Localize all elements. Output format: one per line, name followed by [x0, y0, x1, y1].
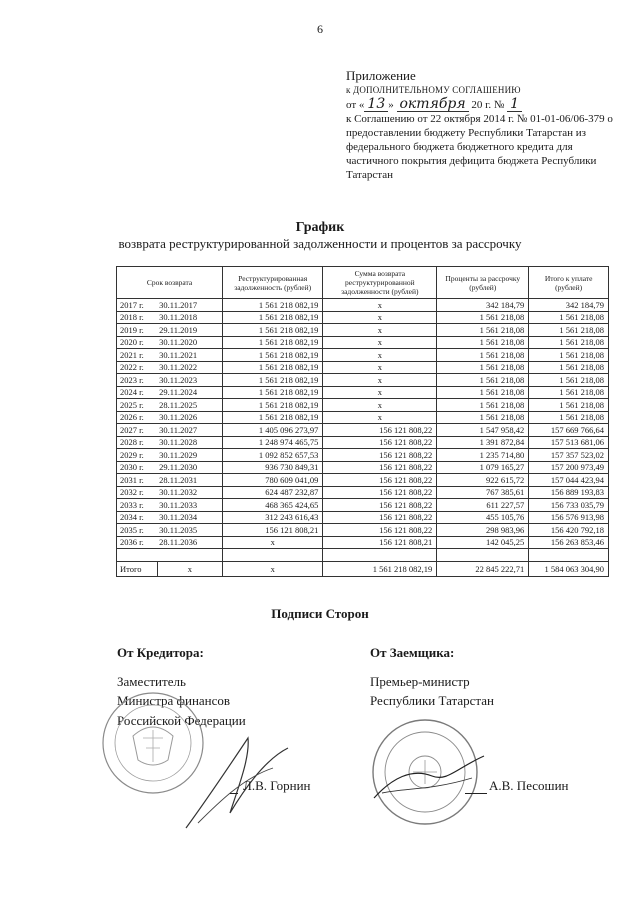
cell-total: 1 561 218,08 [529, 336, 609, 349]
cell-debt: 1 561 218 082,19 [223, 399, 323, 412]
borrower-name: А.В. Песошин [489, 778, 569, 793]
cell-year: 2017 г. [117, 299, 158, 312]
appendix-block [346, 68, 616, 182]
cell-repay: x [323, 336, 437, 349]
creditor-heading: От Кредитора: [117, 645, 204, 660]
cell-interest: 767 385,61 [437, 486, 529, 499]
cell-interest: 342 184,79 [437, 299, 529, 312]
table-row [117, 536, 609, 549]
cell-total: 1 561 218,08 [529, 411, 609, 424]
cell-year: 2034 г. [117, 511, 158, 524]
date-mid: » [388, 99, 394, 111]
cell-debt: 1 248 974 465,75 [223, 436, 323, 449]
cell-year: 2021 г. [117, 349, 158, 362]
table-row [117, 486, 609, 499]
cell-total: 1 561 218,08 [529, 361, 609, 374]
cell-date: 30.11.2028 [157, 436, 222, 449]
table-row [117, 449, 609, 462]
creditor-position-1: Заместитель [117, 674, 186, 689]
cell-interest: 298 983,96 [437, 524, 529, 537]
table-row [117, 474, 609, 487]
table-row [117, 299, 609, 312]
cell-debt: 1 405 096 273,97 [223, 424, 323, 437]
cell-year: 2018 г. [117, 311, 158, 324]
cell-total: 157 200 973,49 [529, 461, 609, 474]
cell-date: 30.11.2022 [157, 361, 222, 374]
cell-total: 156 889 193,83 [529, 486, 609, 499]
creditor-signature-line [230, 793, 238, 794]
schedule-title: График [295, 220, 345, 235]
cell-debt: 312 243 616,43 [223, 511, 323, 524]
table-row [117, 511, 609, 524]
total-cell-total: 1 584 063 304,90 [529, 562, 609, 577]
schedule-table [116, 266, 609, 577]
cell-interest: 1 547 958,42 [437, 424, 529, 437]
cell-date: 30.11.2020 [157, 336, 222, 349]
handwritten-month: октября [397, 97, 469, 112]
cell-date: 30.11.2034 [157, 511, 222, 524]
cell-repay: 156 121 808,22 [323, 449, 437, 462]
cell-year: 2019 г. [117, 324, 158, 337]
cell-total: 1 561 218,08 [529, 386, 609, 399]
cell-interest: 1 561 218,08 [437, 386, 529, 399]
table-row [117, 361, 609, 374]
cell-repay: x [323, 324, 437, 337]
handwritten-number: 1 [507, 97, 522, 112]
cell-repay: 156 121 808,22 [323, 424, 437, 437]
appendix-date-line [346, 97, 616, 112]
table-row [117, 336, 609, 349]
cell-repay: x [323, 374, 437, 387]
cell-interest: 1 391 872,84 [437, 436, 529, 449]
cell-year: 2036 г. [117, 536, 158, 549]
cell-date: 30.11.2029 [157, 449, 222, 462]
cell-total: 1 561 218,08 [529, 311, 609, 324]
cell-total: 1 561 218,08 [529, 324, 609, 337]
cell-debt: 1 561 218 082,19 [223, 386, 323, 399]
cell-debt: x [223, 536, 323, 549]
table-row [117, 311, 609, 324]
cell-date: 28.11.2031 [157, 474, 222, 487]
table-body [117, 299, 609, 577]
cell-date: 29.11.2030 [157, 461, 222, 474]
cell-total: 157 357 523,02 [529, 449, 609, 462]
cell-debt: 156 121 808,21 [223, 524, 323, 537]
cell-year: 2024 г. [117, 386, 158, 399]
cell-year: 2022 г. [117, 361, 158, 374]
cell-debt: 1 561 218 082,19 [223, 361, 323, 374]
creditor-position-2: Министра финансов [117, 693, 231, 708]
table-row [117, 411, 609, 424]
table-row [117, 349, 609, 362]
cell-total: 156 420 792,18 [529, 524, 609, 537]
cell-interest: 1 235 714,80 [437, 449, 529, 462]
cell-total: 156 576 913,98 [529, 511, 609, 524]
cell-repay: 156 121 808,22 [323, 461, 437, 474]
cell-year: 2023 г. [117, 374, 158, 387]
cell-date: 30.11.2018 [157, 311, 222, 324]
date-prefix: от « [346, 99, 365, 111]
cell-repay: x [323, 349, 437, 362]
table-row [117, 374, 609, 387]
cell-repay: x [323, 399, 437, 412]
cell-date: 30.11.2027 [157, 424, 222, 437]
cell-date: 30.11.2033 [157, 499, 222, 512]
cell-interest: 1 561 218,08 [437, 324, 529, 337]
cell-debt: 1 561 218 082,19 [223, 324, 323, 337]
table-row [117, 461, 609, 474]
cell-total: 342 184,79 [529, 299, 609, 312]
table-header-row [117, 267, 609, 299]
schedule-subtitle: возврата реструктурированной задолженности и процентов за рассрочку [118, 236, 522, 251]
cell-year: 2029 г. [117, 449, 158, 462]
cell-year: 2027 г. [117, 424, 158, 437]
cell-date: 28.11.2036 [157, 536, 222, 549]
cell-date: 29.11.2019 [157, 324, 222, 337]
cell-debt: 1 561 218 082,19 [223, 299, 323, 312]
cell-debt: 1 561 218 082,19 [223, 349, 323, 362]
cell-total: 1 561 218,08 [529, 374, 609, 387]
cell-year: 2030 г. [117, 461, 158, 474]
handwritten-day: 13 [364, 97, 388, 112]
borrower-signature-line [465, 793, 487, 794]
total-cell-label: Итого [117, 562, 158, 577]
header-debt: Реструктурированная задолженность (рублей) [223, 267, 323, 299]
cell-repay: x [323, 299, 437, 312]
cell-date: 30.11.2023 [157, 374, 222, 387]
borrower-position-2: Республики Татарстан [370, 693, 494, 708]
cell-debt: 1 561 218 082,19 [223, 374, 323, 387]
creditor-name: Л.В. Горнин [243, 778, 311, 793]
cell-total: 156 263 853,46 [529, 536, 609, 549]
cell-debt: 468 365 424,65 [223, 499, 323, 512]
table-row [117, 436, 609, 449]
borrower-heading: От Заемщика: [370, 645, 455, 660]
cell-date: 30.11.2026 [157, 411, 222, 424]
cell-repay: x [323, 411, 437, 424]
cell-total: 157 513 681,06 [529, 436, 609, 449]
header-due-date: Срок возврата [117, 267, 223, 299]
table-row [117, 524, 609, 537]
cell-debt: 780 609 041,09 [223, 474, 323, 487]
year-label: 20 г. № [471, 99, 505, 111]
cell-repay: 156 121 808,22 [323, 499, 437, 512]
cell-interest: 1 561 218,08 [437, 374, 529, 387]
total-cell-repay: 1 561 218 082,19 [323, 562, 437, 577]
borrower-signature-scribble [372, 748, 487, 808]
table-row [117, 424, 609, 437]
cell-repay: x [323, 386, 437, 399]
cell-total: 157 669 766,64 [529, 424, 609, 437]
cell-repay: 156 121 808,22 [323, 474, 437, 487]
total-row [117, 562, 609, 577]
cell-total: 157 044 423,94 [529, 474, 609, 487]
appendix-title: Приложение [346, 68, 416, 83]
table-row [117, 324, 609, 337]
cell-interest: 1 079 165,27 [437, 461, 529, 474]
total-cell-col2: x [157, 562, 222, 577]
cell-year: 2031 г. [117, 474, 158, 487]
header-total: Итого к уплате (рублей) [529, 267, 609, 299]
cell-year: 2033 г. [117, 499, 158, 512]
appendix-agreement-line: к ДОПОЛНИТЕЛЬНОМУ СОГЛАШЕНИЮ [346, 85, 521, 95]
page-number: 6 [317, 22, 323, 36]
cell-year: 2032 г. [117, 486, 158, 499]
cell-repay: 156 121 808,22 [323, 524, 437, 537]
cell-interest: 922 615,72 [437, 474, 529, 487]
cell-total: 1 561 218,08 [529, 349, 609, 362]
cell-repay: 156 121 808,22 [323, 436, 437, 449]
cell-interest: 1 561 218,08 [437, 399, 529, 412]
cell-year: 2028 г. [117, 436, 158, 449]
cell-interest: 455 105,76 [437, 511, 529, 524]
cell-repay: 156 121 808,22 [323, 486, 437, 499]
cell-year: 2020 г. [117, 336, 158, 349]
total-cell-interest: 22 845 222,71 [437, 562, 529, 577]
cell-repay: 156 121 808,21 [323, 536, 437, 549]
cell-total: 156 733 035,79 [529, 499, 609, 512]
cell-date: 30.11.2032 [157, 486, 222, 499]
cell-interest: 611 227,57 [437, 499, 529, 512]
header-interest: Проценты за рассрочку (рублей) [437, 267, 529, 299]
cell-year: 2025 г. [117, 399, 158, 412]
cell-date: 30.11.2035 [157, 524, 222, 537]
appendix-body: к Соглашению от 22 октября 2014 г. № 01-01-06/06-379 о предоставлении бюджету Республики Татарстан из федерального бюджета бюджетного кредита для частичного покрытия дефицита бюджета Республики Татарстан [346, 113, 613, 181]
cell-debt: 936 730 849,31 [223, 461, 323, 474]
cell-date: 30.11.2017 [157, 299, 222, 312]
cell-debt: 1 561 218 082,19 [223, 336, 323, 349]
cell-debt: 1 092 852 657,53 [223, 449, 323, 462]
cell-interest: 142 045,25 [437, 536, 529, 549]
cell-year: 2035 г. [117, 524, 158, 537]
cell-total: 1 561 218,08 [529, 399, 609, 412]
cell-date: 29.11.2024 [157, 386, 222, 399]
cell-date: 28.11.2025 [157, 399, 222, 412]
creditor-position-3: Российской Федерации [117, 713, 246, 728]
cell-debt: 1 561 218 082,19 [223, 311, 323, 324]
cell-year: 2026 г. [117, 411, 158, 424]
cell-date: 30.11.2021 [157, 349, 222, 362]
table-row [117, 386, 609, 399]
table-row [117, 499, 609, 512]
spacer-row [117, 549, 609, 562]
borrower-position-1: Премьер-министр [370, 674, 470, 689]
cell-debt: 1 561 218 082,19 [223, 411, 323, 424]
cell-debt: 624 487 232,87 [223, 486, 323, 499]
cell-repay: 156 121 808,22 [323, 511, 437, 524]
cell-interest: 1 561 218,08 [437, 349, 529, 362]
cell-interest: 1 561 218,08 [437, 411, 529, 424]
cell-interest: 1 561 218,08 [437, 336, 529, 349]
cell-interest: 1 561 218,08 [437, 361, 529, 374]
table-row [117, 399, 609, 412]
cell-interest: 1 561 218,08 [437, 311, 529, 324]
signatures-title: Подписи Сторон [271, 606, 369, 621]
header-repayment: Сумма возврата реструктурированной задолженности (рублей) [323, 267, 437, 299]
cell-repay: x [323, 361, 437, 374]
cell-repay: x [323, 311, 437, 324]
total-cell-col3: x [223, 562, 323, 577]
